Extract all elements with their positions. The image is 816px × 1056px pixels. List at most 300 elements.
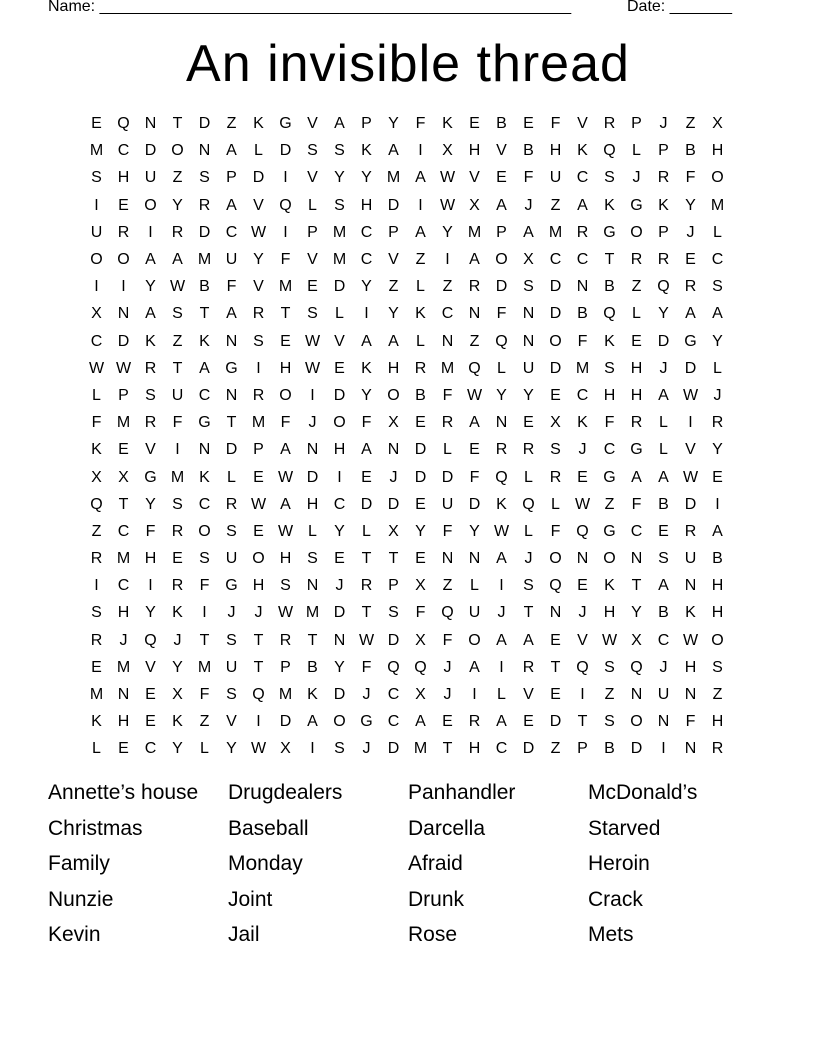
grid-letter[interactable]: M xyxy=(332,251,347,269)
grid-letter[interactable]: E xyxy=(91,115,102,133)
grid-letter[interactable]: I xyxy=(148,223,153,241)
grid-letter[interactable]: E xyxy=(496,169,507,187)
grid-letter[interactable]: C xyxy=(387,713,400,731)
grid-letter[interactable]: L xyxy=(254,142,263,160)
grid-letter[interactable]: X xyxy=(415,686,426,704)
grid-letter[interactable]: M xyxy=(116,658,131,676)
grid-letter[interactable]: F xyxy=(199,686,210,704)
grid-letter[interactable]: K xyxy=(577,142,588,160)
grid-letter[interactable]: M xyxy=(386,169,401,187)
grid-letter[interactable]: Q xyxy=(468,359,481,377)
grid-letter[interactable]: U xyxy=(441,495,454,513)
grid-letter[interactable]: A xyxy=(631,468,642,486)
grid-letter[interactable]: S xyxy=(712,278,723,296)
grid-letter[interactable]: W xyxy=(88,359,105,377)
grid-letter[interactable]: Y xyxy=(172,658,183,676)
grid-letter[interactable]: N xyxy=(198,142,211,160)
grid-letter[interactable]: I xyxy=(364,305,369,323)
grid-letter[interactable]: V xyxy=(496,142,507,160)
grid-letter[interactable]: I xyxy=(175,441,180,459)
grid-letter[interactable]: J xyxy=(443,658,452,676)
grid-letter[interactable]: B xyxy=(415,386,426,404)
grid-letter[interactable]: N xyxy=(225,386,238,404)
grid-letter[interactable]: W xyxy=(277,522,294,540)
grid-letter[interactable]: A xyxy=(280,495,291,513)
grid-letter[interactable]: Z xyxy=(91,522,102,540)
grid-letter[interactable]: F xyxy=(442,386,453,404)
grid-letter[interactable]: F xyxy=(550,115,561,133)
grid-letter[interactable]: T xyxy=(604,251,615,269)
grid-letter[interactable]: S xyxy=(199,550,210,568)
grid-letter[interactable]: R xyxy=(630,414,643,432)
grid-letter[interactable]: J xyxy=(362,740,371,758)
grid-letter[interactable]: N xyxy=(333,631,346,649)
grid-letter[interactable]: L xyxy=(659,441,668,459)
grid-letter[interactable]: E xyxy=(631,332,642,350)
grid-letter[interactable]: H xyxy=(711,604,724,622)
grid-letter[interactable]: N xyxy=(522,332,535,350)
grid-letter[interactable]: P xyxy=(388,577,399,595)
grid-letter[interactable]: I xyxy=(445,251,450,269)
grid-letter[interactable]: K xyxy=(361,359,372,377)
grid-letter[interactable]: E xyxy=(118,740,129,758)
grid-letter[interactable]: D xyxy=(495,278,508,296)
grid-letter[interactable]: U xyxy=(171,386,184,404)
grid-letter[interactable]: K xyxy=(199,332,210,350)
grid-letter[interactable]: B xyxy=(604,740,615,758)
grid-letter[interactable]: Y xyxy=(361,386,372,404)
grid-letter[interactable]: Q xyxy=(90,495,103,513)
grid-letter[interactable]: A xyxy=(577,196,588,214)
grid-letter[interactable]: R xyxy=(360,577,373,595)
grid-letter[interactable]: X xyxy=(172,686,183,704)
grid-letter[interactable]: E xyxy=(280,332,291,350)
grid-letter[interactable]: A xyxy=(712,305,723,323)
grid-letter[interactable]: M xyxy=(413,740,428,758)
grid-letter[interactable]: D xyxy=(387,740,400,758)
grid-letter[interactable]: T xyxy=(118,495,129,513)
grid-letter[interactable]: D xyxy=(387,196,400,214)
grid-letter[interactable]: A xyxy=(496,631,507,649)
grid-letter[interactable]: Y xyxy=(523,386,534,404)
grid-letter[interactable]: N xyxy=(630,550,643,568)
grid-letter[interactable]: Q xyxy=(495,332,508,350)
grid-letter[interactable]: A xyxy=(334,115,345,133)
grid-letter[interactable]: L xyxy=(335,305,344,323)
grid-letter[interactable]: K xyxy=(496,495,507,513)
grid-letter[interactable]: Q xyxy=(495,468,508,486)
grid-letter[interactable]: S xyxy=(388,604,399,622)
grid-letter[interactable]: B xyxy=(577,305,588,323)
grid-letter[interactable]: A xyxy=(496,713,507,731)
grid-letter[interactable]: D xyxy=(279,142,292,160)
grid-letter[interactable]: K xyxy=(442,115,453,133)
grid-letter[interactable]: G xyxy=(225,577,238,595)
grid-letter[interactable]: L xyxy=(443,441,452,459)
grid-letter[interactable]: Y xyxy=(496,386,507,404)
grid-letter[interactable]: S xyxy=(604,359,615,377)
grid-letter[interactable]: D xyxy=(549,713,562,731)
grid-letter[interactable]: T xyxy=(172,115,183,133)
grid-letter[interactable]: X xyxy=(388,522,399,540)
grid-letter[interactable]: M xyxy=(710,196,725,214)
grid-letter[interactable]: J xyxy=(632,169,641,187)
grid-letter[interactable]: A xyxy=(307,713,318,731)
grid-letter[interactable]: N xyxy=(117,305,130,323)
grid-letter[interactable]: O xyxy=(333,414,346,432)
grid-letter[interactable]: D xyxy=(198,223,211,241)
grid-letter[interactable]: I xyxy=(202,604,207,622)
grid-letter[interactable]: T xyxy=(523,604,534,622)
grid-letter[interactable]: P xyxy=(280,658,291,676)
grid-letter[interactable]: F xyxy=(496,305,507,323)
grid-letter[interactable]: E xyxy=(334,550,345,568)
grid-letter[interactable]: T xyxy=(361,604,372,622)
grid-letter[interactable]: Q xyxy=(630,658,643,676)
grid-letter[interactable]: Z xyxy=(604,686,615,704)
grid-letter[interactable]: R xyxy=(522,441,535,459)
grid-letter[interactable]: V xyxy=(253,196,264,214)
grid-letter[interactable]: X xyxy=(469,196,480,214)
grid-letter[interactable]: R xyxy=(171,577,184,595)
grid-letter[interactable]: J xyxy=(362,686,371,704)
grid-letter[interactable]: Y xyxy=(685,196,696,214)
grid-letter[interactable]: T xyxy=(550,658,561,676)
grid-letter[interactable]: V xyxy=(388,251,399,269)
grid-letter[interactable]: R xyxy=(684,278,697,296)
grid-letter[interactable]: L xyxy=(308,196,317,214)
grid-letter[interactable]: J xyxy=(524,550,533,568)
grid-letter[interactable]: N xyxy=(441,332,454,350)
grid-letter[interactable]: I xyxy=(148,577,153,595)
grid-letter[interactable]: E xyxy=(118,441,129,459)
grid-letter[interactable]: B xyxy=(307,658,318,676)
grid-letter[interactable]: A xyxy=(226,142,237,160)
grid-letter[interactable]: C xyxy=(576,251,589,269)
grid-letter[interactable]: G xyxy=(630,196,643,214)
grid-letter[interactable]: P xyxy=(307,223,318,241)
grid-letter[interactable]: Y xyxy=(388,305,399,323)
grid-letter[interactable]: C xyxy=(360,251,373,269)
grid-letter[interactable]: K xyxy=(604,332,615,350)
grid-letter[interactable]: I xyxy=(715,495,720,513)
grid-letter[interactable]: H xyxy=(117,713,130,731)
grid-letter[interactable]: Y xyxy=(226,740,237,758)
grid-letter[interactable]: Y xyxy=(145,604,156,622)
grid-letter[interactable]: N xyxy=(306,441,319,459)
grid-letter[interactable]: D xyxy=(522,740,535,758)
grid-letter[interactable]: N xyxy=(684,577,697,595)
grid-letter[interactable]: P xyxy=(496,223,507,241)
grid-letter[interactable]: F xyxy=(91,414,102,432)
grid-letter[interactable]: R xyxy=(603,115,616,133)
grid-letter[interactable]: V xyxy=(226,713,237,731)
grid-letter[interactable]: D xyxy=(468,495,481,513)
grid-letter[interactable]: E xyxy=(415,414,426,432)
grid-letter[interactable]: D xyxy=(387,631,400,649)
grid-letter[interactable]: M xyxy=(332,223,347,241)
grid-letter[interactable]: L xyxy=(659,414,668,432)
grid-letter[interactable]: A xyxy=(280,441,291,459)
grid-letter[interactable]: I xyxy=(121,278,126,296)
grid-letter[interactable]: U xyxy=(468,604,481,622)
grid-letter[interactable]: G xyxy=(198,414,211,432)
grid-letter[interactable]: K xyxy=(199,468,210,486)
grid-letter[interactable]: I xyxy=(499,658,504,676)
grid-letter[interactable]: Z xyxy=(712,686,723,704)
grid-letter[interactable]: M xyxy=(278,278,293,296)
grid-letter[interactable]: R xyxy=(144,414,157,432)
grid-letter[interactable]: C xyxy=(387,686,400,704)
grid-letter[interactable]: C xyxy=(117,522,130,540)
grid-letter[interactable]: I xyxy=(256,359,261,377)
grid-letter[interactable]: A xyxy=(469,658,480,676)
grid-letter[interactable]: D xyxy=(441,468,454,486)
grid-letter[interactable]: F xyxy=(280,414,291,432)
grid-letter[interactable]: R xyxy=(468,278,481,296)
grid-letter[interactable]: R xyxy=(522,658,535,676)
grid-letter[interactable]: A xyxy=(658,468,669,486)
grid-letter[interactable]: D xyxy=(279,713,292,731)
grid-letter[interactable]: R xyxy=(252,386,265,404)
grid-letter[interactable]: R xyxy=(252,305,265,323)
grid-letter[interactable]: R xyxy=(414,359,427,377)
grid-letter[interactable]: Z xyxy=(442,577,453,595)
grid-letter[interactable]: P xyxy=(226,169,237,187)
grid-letter[interactable]: O xyxy=(630,223,643,241)
grid-letter[interactable]: B xyxy=(523,142,534,160)
grid-letter[interactable]: E xyxy=(550,386,561,404)
grid-letter[interactable]: H xyxy=(549,142,562,160)
grid-letter[interactable]: G xyxy=(603,522,616,540)
grid-letter[interactable]: Y xyxy=(334,522,345,540)
grid-letter[interactable]: X xyxy=(91,305,102,323)
grid-letter[interactable]: A xyxy=(469,251,480,269)
grid-letter[interactable]: K xyxy=(604,196,615,214)
grid-letter[interactable]: Y xyxy=(712,332,723,350)
grid-letter[interactable]: S xyxy=(523,278,534,296)
grid-letter[interactable]: L xyxy=(497,686,506,704)
grid-letter[interactable]: L xyxy=(470,577,479,595)
grid-letter[interactable]: K xyxy=(577,414,588,432)
grid-letter[interactable]: S xyxy=(334,196,345,214)
grid-letter[interactable]: B xyxy=(496,115,507,133)
grid-letter[interactable]: A xyxy=(496,550,507,568)
grid-letter[interactable]: D xyxy=(630,740,643,758)
grid-letter[interactable]: R xyxy=(171,223,184,241)
grid-letter[interactable]: X xyxy=(442,142,453,160)
grid-letter[interactable]: I xyxy=(472,686,477,704)
grid-letter[interactable]: R xyxy=(117,223,130,241)
grid-letter[interactable]: C xyxy=(711,251,724,269)
grid-letter[interactable]: S xyxy=(172,305,183,323)
grid-letter[interactable]: R xyxy=(495,441,508,459)
grid-letter[interactable]: K xyxy=(172,713,183,731)
grid-letter[interactable]: Y xyxy=(415,522,426,540)
grid-letter[interactable]: T xyxy=(307,631,318,649)
grid-letter[interactable]: W xyxy=(439,169,456,187)
grid-letter[interactable]: U xyxy=(225,251,238,269)
grid-letter[interactable]: D xyxy=(657,332,670,350)
grid-letter[interactable]: I xyxy=(688,414,693,432)
grid-letter[interactable]: F xyxy=(361,658,372,676)
grid-letter[interactable]: V xyxy=(685,441,696,459)
grid-letter[interactable]: N xyxy=(549,604,562,622)
grid-letter[interactable]: B xyxy=(199,278,210,296)
grid-letter[interactable]: E xyxy=(577,468,588,486)
grid-letter[interactable]: R xyxy=(684,522,697,540)
grid-letter[interactable]: X xyxy=(712,115,723,133)
grid-letter[interactable]: V xyxy=(577,631,588,649)
grid-letter[interactable]: A xyxy=(145,251,156,269)
grid-letter[interactable]: S xyxy=(226,686,237,704)
grid-letter[interactable]: X xyxy=(388,414,399,432)
grid-letter[interactable]: E xyxy=(523,713,534,731)
grid-letter[interactable]: E xyxy=(172,550,183,568)
grid-letter[interactable]: D xyxy=(387,495,400,513)
grid-letter[interactable]: D xyxy=(333,604,346,622)
grid-letter[interactable]: B xyxy=(658,495,669,513)
grid-letter[interactable]: R xyxy=(90,631,103,649)
grid-letter[interactable]: K xyxy=(361,142,372,160)
grid-letter[interactable]: C xyxy=(603,441,616,459)
grid-letter[interactable]: J xyxy=(308,414,317,432)
grid-letter[interactable]: C xyxy=(495,740,508,758)
grid-letter[interactable]: A xyxy=(415,713,426,731)
grid-letter[interactable]: Y xyxy=(145,278,156,296)
grid-letter[interactable]: L xyxy=(227,468,236,486)
grid-letter[interactable]: D xyxy=(414,468,427,486)
grid-letter[interactable]: N xyxy=(387,441,400,459)
grid-letter[interactable]: V xyxy=(307,169,318,187)
grid-letter[interactable]: D xyxy=(225,441,238,459)
grid-letter[interactable]: F xyxy=(685,169,696,187)
grid-letter[interactable]: F xyxy=(415,115,426,133)
grid-letter[interactable]: D xyxy=(684,495,697,513)
grid-letter[interactable]: O xyxy=(468,631,481,649)
grid-letter[interactable]: D xyxy=(252,169,265,187)
grid-letter[interactable]: S xyxy=(334,740,345,758)
grid-letter[interactable]: H xyxy=(711,142,724,160)
grid-letter[interactable]: Y xyxy=(631,604,642,622)
grid-letter[interactable]: Q xyxy=(603,142,616,160)
grid-letter[interactable]: V xyxy=(523,686,534,704)
grid-letter[interactable]: D xyxy=(144,142,157,160)
grid-letter[interactable]: O xyxy=(387,386,400,404)
grid-letter[interactable]: H xyxy=(603,386,616,404)
grid-letter[interactable]: B xyxy=(658,604,669,622)
grid-letter[interactable]: C xyxy=(576,386,589,404)
grid-letter[interactable]: O xyxy=(198,522,211,540)
grid-letter[interactable]: Q xyxy=(414,658,427,676)
grid-letter[interactable]: S xyxy=(604,713,615,731)
grid-letter[interactable]: E xyxy=(307,278,318,296)
grid-letter[interactable]: O xyxy=(603,550,616,568)
grid-letter[interactable]: I xyxy=(337,468,342,486)
grid-letter[interactable]: F xyxy=(442,522,453,540)
grid-letter[interactable]: T xyxy=(388,550,399,568)
grid-letter[interactable]: R xyxy=(630,251,643,269)
grid-letter[interactable]: U xyxy=(90,223,103,241)
grid-letter[interactable]: P xyxy=(118,386,129,404)
grid-letter[interactable]: C xyxy=(144,740,157,758)
grid-letter[interactable]: X xyxy=(280,740,291,758)
grid-letter[interactable]: N xyxy=(198,441,211,459)
grid-letter[interactable]: E xyxy=(469,441,480,459)
grid-letter[interactable]: S xyxy=(523,577,534,595)
grid-letter[interactable]: J xyxy=(497,604,506,622)
grid-letter[interactable]: E xyxy=(577,577,588,595)
grid-letter[interactable]: Y xyxy=(658,305,669,323)
grid-letter[interactable]: R xyxy=(171,522,184,540)
grid-letter[interactable]: C xyxy=(198,386,211,404)
grid-letter[interactable]: T xyxy=(172,359,183,377)
grid-letter[interactable]: M xyxy=(89,686,104,704)
grid-letter[interactable]: X xyxy=(523,251,534,269)
grid-letter[interactable]: I xyxy=(94,278,99,296)
grid-letter[interactable]: M xyxy=(278,686,293,704)
grid-letter[interactable]: M xyxy=(467,223,482,241)
grid-letter[interactable]: Q xyxy=(441,604,454,622)
grid-letter[interactable]: A xyxy=(361,332,372,350)
grid-letter[interactable]: E xyxy=(334,359,345,377)
grid-letter[interactable]: J xyxy=(686,223,695,241)
grid-letter[interactable]: H xyxy=(144,550,157,568)
grid-letter[interactable]: Y xyxy=(469,522,480,540)
grid-letter[interactable]: E xyxy=(415,550,426,568)
grid-letter[interactable]: H xyxy=(684,658,697,676)
grid-letter[interactable]: A xyxy=(685,305,696,323)
grid-letter[interactable]: C xyxy=(630,522,643,540)
grid-letter[interactable]: K xyxy=(91,441,102,459)
grid-letter[interactable]: S xyxy=(307,142,318,160)
grid-letter[interactable]: L xyxy=(713,359,722,377)
grid-letter[interactable]: L xyxy=(497,359,506,377)
grid-letter[interactable]: S xyxy=(91,169,102,187)
grid-letter[interactable]: O xyxy=(630,713,643,731)
grid-letter[interactable]: D xyxy=(333,278,346,296)
grid-letter[interactable]: N xyxy=(117,686,130,704)
grid-letter[interactable]: Z xyxy=(172,169,183,187)
grid-letter[interactable]: O xyxy=(549,332,562,350)
grid-letter[interactable]: W xyxy=(466,386,483,404)
grid-letter[interactable]: A xyxy=(658,577,669,595)
grid-letter[interactable]: R xyxy=(441,414,454,432)
grid-letter[interactable]: E xyxy=(550,686,561,704)
grid-letter[interactable]: N xyxy=(684,686,697,704)
grid-letter[interactable]: W xyxy=(493,522,510,540)
grid-letter[interactable]: Z xyxy=(550,740,561,758)
grid-letter[interactable]: Y xyxy=(172,196,183,214)
grid-letter[interactable]: C xyxy=(549,251,562,269)
grid-letter[interactable]: W xyxy=(682,631,699,649)
grid-letter[interactable]: A xyxy=(415,169,426,187)
grid-letter[interactable]: X xyxy=(415,631,426,649)
grid-letter[interactable]: W xyxy=(115,359,132,377)
grid-letter[interactable]: Z xyxy=(631,278,642,296)
grid-letter[interactable]: H xyxy=(333,441,346,459)
grid-letter[interactable]: A xyxy=(199,359,210,377)
grid-letter[interactable]: U xyxy=(144,169,157,187)
grid-letter[interactable]: A xyxy=(226,305,237,323)
grid-letter[interactable]: E xyxy=(361,468,372,486)
grid-letter[interactable]: H xyxy=(603,604,616,622)
grid-letter[interactable]: L xyxy=(416,278,425,296)
grid-letter[interactable]: X xyxy=(415,577,426,595)
grid-letter[interactable]: J xyxy=(578,441,587,459)
grid-letter[interactable]: V xyxy=(145,441,156,459)
grid-letter[interactable]: M xyxy=(89,142,104,160)
